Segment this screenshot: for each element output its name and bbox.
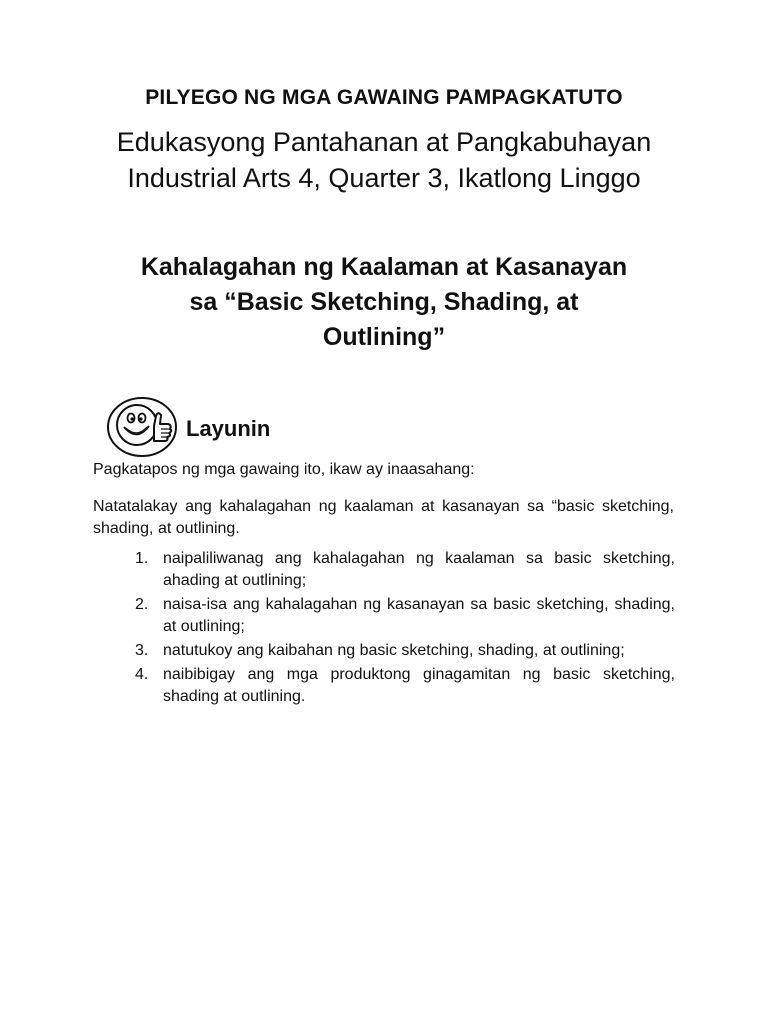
title-line-1: Kahalagahan ng Kaalaman at Kasanayan <box>140 253 628 281</box>
list-item-number: 2. <box>135 596 149 613</box>
document-subject <box>0 124 768 196</box>
title-line-3: Outlining” <box>322 323 446 351</box>
list-item-text: naibibigay ang mga produktong ginagamitan ng basic sketching, shading at outlining. <box>163 666 675 705</box>
list-item <box>135 640 675 662</box>
list-item <box>135 664 675 708</box>
document-title <box>60 250 708 355</box>
list-item-number: 3. <box>135 642 149 659</box>
list-item-number: 4. <box>135 666 149 683</box>
subject-line-1: Edukasyong Pantahanan at Pangkabuhayan <box>116 127 652 157</box>
intro-text: Pagkatapos ng mga gawaing ito, ikaw ay inaasahang: <box>93 461 475 478</box>
list-item-text: natutukoy ang kaibahan ng basic sketching, shading, at outlining; <box>163 642 625 659</box>
list-item-text: naipaliliwanag ang kahalagahan ng kaalaman sa basic sketching, ahading at outlining; <box>163 550 675 589</box>
document-kicker: PILYEGO NG MGA GAWAING PAMPAGKATUTO <box>145 86 623 109</box>
list-item <box>135 548 675 592</box>
main-objective: Natatalakay ang kahalagahan ng kaalaman at kasanayan sa “basic sketching, shading, at outlining. <box>93 498 674 537</box>
list-item-number: 1. <box>135 550 149 567</box>
list-item <box>135 594 675 638</box>
section-label: Layunin <box>186 416 271 441</box>
list-item-text: naisa-isa ang kahalagahan ng kasanayan sa basic sketching, shading, at outlining; <box>163 596 675 635</box>
subject-line-2: Industrial Arts 4, Quarter 3, Ikatlong Linggo <box>127 163 641 193</box>
thumbs-up-smiley-icon <box>104 396 186 458</box>
objectives-list <box>135 548 675 710</box>
title-line-2: sa “Basic Sketching, Shading, at <box>189 288 579 316</box>
